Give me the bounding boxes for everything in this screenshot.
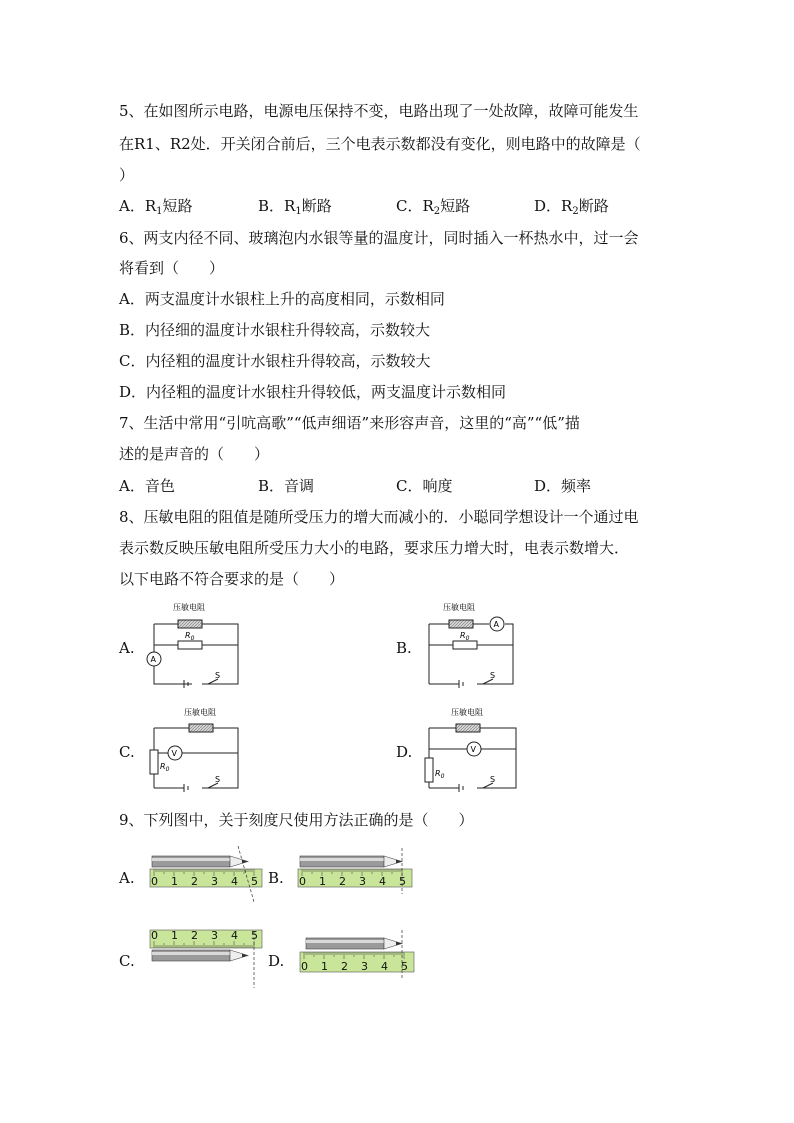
- q6-line2: 将看到（ ）: [119, 259, 225, 277]
- ruler-tick-label: 0: [299, 875, 306, 888]
- ruler-tick-label: 2: [191, 929, 198, 942]
- q6-option-d: D．内径粗的温度计水银柱升得较低，两支温度计示数相同: [119, 383, 507, 401]
- svg-text:V: V: [171, 749, 177, 758]
- q8-label-b: B.: [396, 639, 412, 657]
- svg-text:S: S: [490, 671, 496, 680]
- q8-label-a: A.: [119, 639, 135, 657]
- svg-text:R0: $R_0$: [185, 631, 195, 642]
- ruler-tick-label: 4: [379, 875, 386, 888]
- ruler-tick-label: 0: [151, 929, 158, 942]
- pencil: [300, 856, 402, 867]
- q5-line3: ）: [119, 166, 135, 184]
- ruler-tick-label: 0: [301, 960, 308, 973]
- circuit-diagram-a: [140, 600, 250, 692]
- svg-text:R0: $R_0$: [160, 762, 170, 773]
- svg-text:压敏电阻: 压敏电阻: [451, 708, 483, 717]
- ruler: [298, 869, 412, 887]
- q9-line1: 9、下列图中，关于刻度尺使用方法正确的是（ ）: [119, 811, 474, 829]
- svg-text:S: S: [215, 775, 221, 784]
- q7-line2: 述的是声音的（ ）: [119, 445, 270, 463]
- q6-line1: 6、两支内径不同、玻璃泡内水银等量的温度计，同时插入一杯热水中，过一会: [119, 229, 639, 247]
- ruler: [300, 952, 414, 972]
- q5-option-b: B．$R_1$断路: [258, 197, 332, 217]
- ruler-tick-label: 2: [339, 875, 346, 888]
- ruler-tick-label: 1: [171, 929, 178, 942]
- ruler-figure-b: [296, 842, 416, 908]
- svg-text:R0: $R_0$: [435, 769, 445, 780]
- ruler-tick-label: 3: [361, 960, 368, 973]
- svg-text:A: A: [150, 655, 156, 664]
- resistor-r0: [178, 641, 202, 649]
- ruler-tick-label: 1: [171, 875, 178, 888]
- ruler-figure-d: [296, 924, 416, 990]
- pencil: [152, 950, 248, 961]
- pressure-sensor-resistor: [178, 620, 202, 628]
- q7-option-b: B．音调: [258, 477, 315, 495]
- svg-text:R0: $R_0$: [460, 631, 470, 642]
- circuit-diagram-c: [140, 704, 250, 796]
- ruler-tick-label: 3: [211, 875, 218, 888]
- pencil: [152, 856, 248, 867]
- circuit-diagram-d: [415, 704, 525, 796]
- q5-option-c: C．$R_2$短路: [396, 197, 471, 217]
- q7-option-c: C．响度: [396, 477, 453, 495]
- q9-label-b: B.: [268, 869, 284, 887]
- svg-text:S: S: [490, 775, 496, 784]
- ruler-tick-label: 1: [321, 960, 328, 973]
- q6-option-c: C．内径粗的温度计水银柱升得较高，示数较大: [119, 352, 431, 370]
- svg-text:S: S: [215, 671, 221, 680]
- ruler-tick-label: 2: [191, 875, 198, 888]
- ruler-tick-label: 3: [359, 875, 366, 888]
- ruler-tick-label: 0: [151, 875, 158, 888]
- q9-label-c: C.: [119, 952, 135, 970]
- q8-label-d: D.: [396, 743, 413, 761]
- q9-label-d: D.: [268, 952, 285, 970]
- q8-label-c: C.: [119, 743, 135, 761]
- q5-option-a: A．$R_1$短路: [119, 197, 193, 217]
- q9-label-a: A.: [119, 869, 135, 887]
- ruler-tick-label: 1: [319, 875, 326, 888]
- ruler-tick-label: 3: [211, 929, 218, 942]
- ruler-tick-label: 2: [341, 960, 348, 973]
- q5-option-d: D．$R_2$断路: [534, 197, 609, 217]
- ruler-figure-a: [148, 842, 268, 908]
- ruler-tick-label: 5: [399, 875, 406, 888]
- q6-option-a: A．两支温度计水银柱上升的高度相同，示数相同: [119, 290, 445, 308]
- q8-line1: 8、压敏电阻的阻值是随所受压力的增大而减小的．小聪同学想设计一个通过电: [119, 508, 639, 526]
- ruler-tick-label: 5: [251, 875, 258, 888]
- q7-option-a: A．音色: [119, 477, 175, 495]
- svg-text:压敏电阻: 压敏电阻: [184, 708, 216, 717]
- pencil: [306, 938, 402, 949]
- pressure-sensor-label: 压敏电阻: [173, 603, 205, 612]
- q6-option-b: B．内径细的温度计水银柱升得较高，示数较大: [119, 321, 431, 339]
- svg-text:压敏电阻: 压敏电阻: [443, 603, 475, 612]
- q5-line1: 5、在如图所示电路，电源电压保持不变，电路出现了一处故障，故障可能发生: [119, 102, 639, 120]
- svg-text:V: V: [470, 745, 476, 754]
- q8-line2: 表示数反映压敏电阻所受压力大小的电路，要求压力增大时，电表示数增大．: [119, 539, 630, 557]
- circuit-diagram-b: [415, 600, 525, 692]
- ruler-tick-label: 4: [381, 960, 388, 973]
- ruler-tick-label: 4: [231, 875, 238, 888]
- ruler-tick-label: 4: [231, 929, 238, 942]
- ruler-tick-label: 5: [251, 929, 258, 942]
- q7-line1: 7、生活中常用“引吭高歌”“低声细语”来形容声音，这里的“高”“低”描: [119, 414, 580, 432]
- ruler-tick-label: 5: [401, 960, 408, 973]
- q5-line2: 在R1、R2处．开关闭合前后，三个电表示数都没有变化，则电路中的故障是（: [119, 135, 641, 153]
- q8-line3: 以下电路不符合要求的是（ ）: [119, 570, 345, 588]
- svg-text:A: A: [493, 620, 499, 629]
- q7-option-d: D．频率: [534, 477, 592, 495]
- ruler-figure-c: [148, 924, 268, 990]
